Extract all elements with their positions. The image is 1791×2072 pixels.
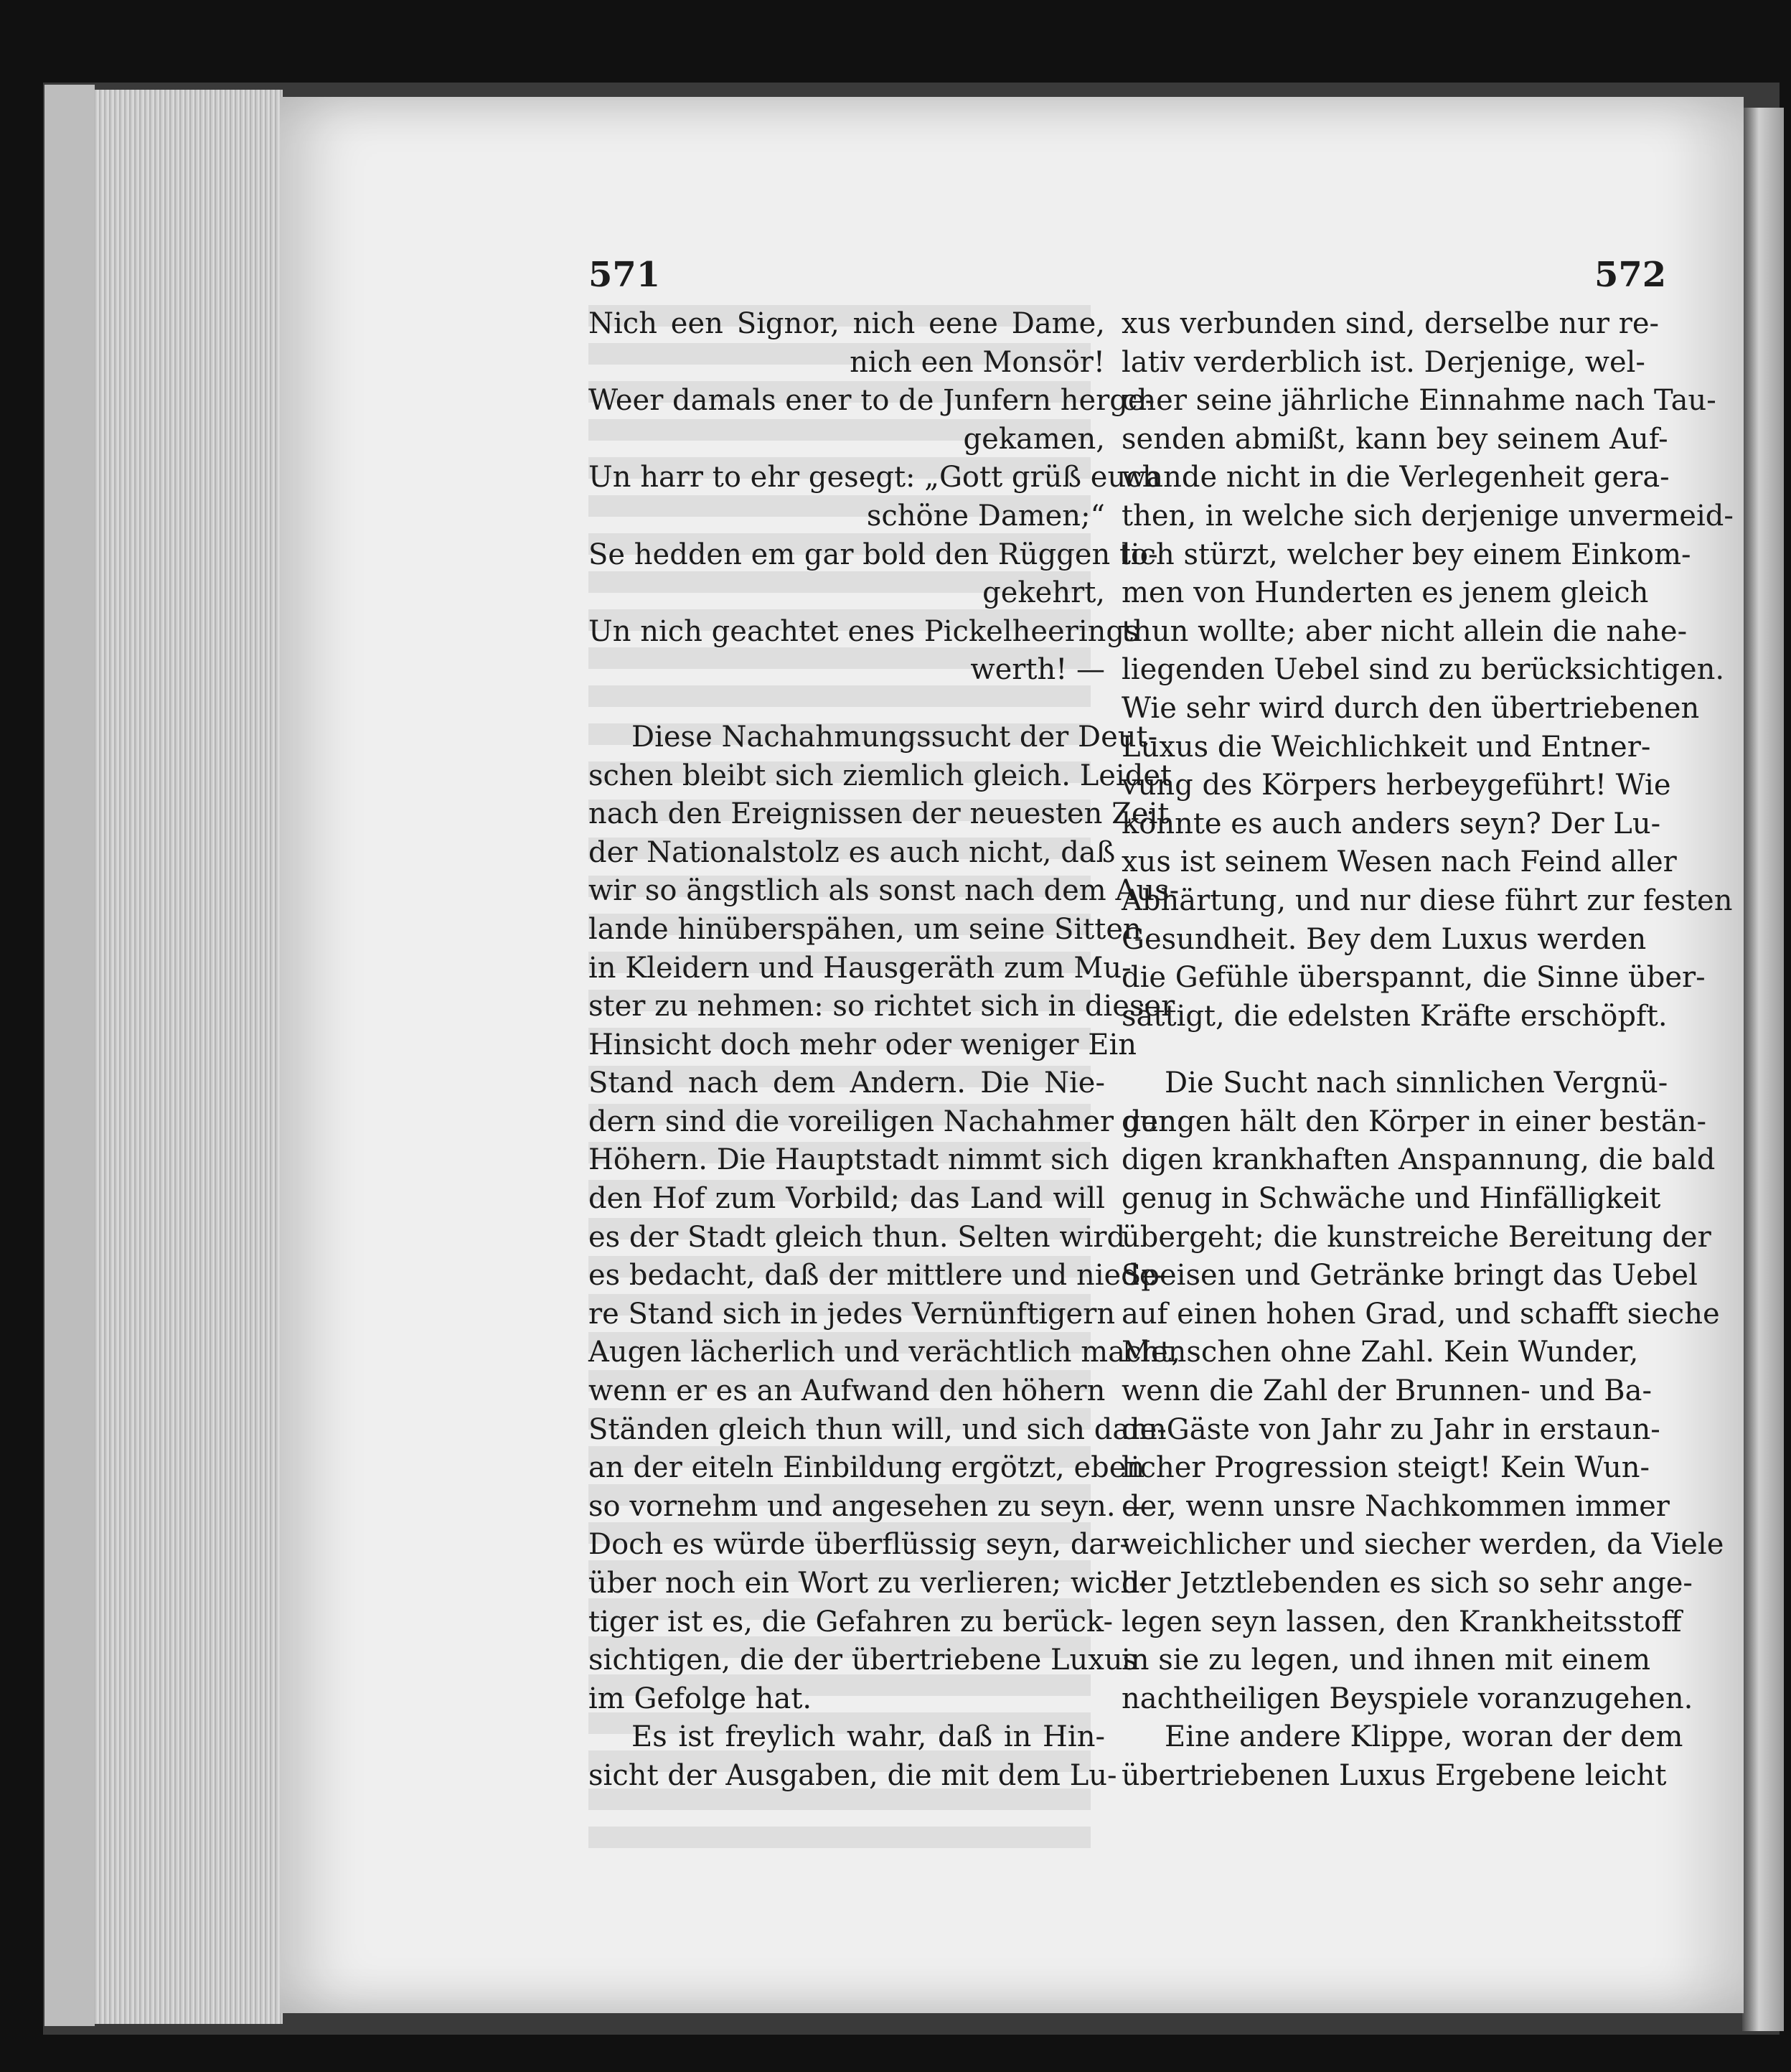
text-line: lande hinüberspähen, um seine Sitten [588, 912, 1142, 946]
text-line: Un nich geachtet enes Pickelheerings [588, 614, 1139, 648]
text-line: den Hof zum Vorbild; das Land will [588, 1182, 1105, 1216]
text-line: der, wenn unsre Nachkommen immer [1122, 1489, 1670, 1523]
next-page-edge [1742, 108, 1784, 2031]
text-line: Augen lächerlich und verächtlich macht, [588, 1336, 1180, 1369]
text-line: xus ist seinem Wesen nach Feind aller [1122, 845, 1677, 879]
text-line: Nich een Signor, nich eene Dame, [588, 307, 1105, 340]
text-line: Ständen gleich thun will, und sich dann [588, 1412, 1167, 1446]
book-cover-edge [44, 85, 95, 2026]
text-line: vung des Körpers herbeygeführt! Wie [1122, 769, 1671, 802]
text-line: an der eiteln Einbildung ergötzt, eben [588, 1451, 1145, 1485]
text-line: wande nicht in die Verlegenheit gera- [1122, 461, 1670, 494]
text-line: es der Stadt gleich thun. Selten wird [588, 1220, 1126, 1254]
text-line: Diese Nachahmungssucht der Deut- [631, 720, 1158, 754]
text-line: Hinsicht doch mehr oder weniger Ein [588, 1028, 1137, 1061]
paragraph-gap [588, 690, 1105, 718]
left-text-column [588, 305, 1180, 1812]
text-line: werth! — [970, 653, 1105, 687]
text-line: in sie zu legen, und ihnen mit einem [1122, 1644, 1651, 1677]
text-line: in Kleidern und Hausgeräth zum Mu- [588, 951, 1132, 985]
text-line: so vornehm und angesehen zu seyn. — [588, 1489, 1154, 1523]
text-line: Gesundheit. Bey dem Luxus werden [1122, 922, 1647, 956]
text-line: Weer damals ener to de Junfern herge- [588, 384, 1155, 418]
text-line: Se hedden em gar bold den Rüggen to- [588, 538, 1158, 571]
text-line: Stand nach dem Andern. Die Nie- [588, 1067, 1105, 1100]
text-line: Eine andere Klippe, woran der dem [1165, 1720, 1683, 1754]
text-line: wir so ängstlich als sonst nach dem Aus- [588, 874, 1180, 908]
text-line: sichtigen, die der übertriebene Luxus [588, 1644, 1138, 1677]
text-line: de-Gäste von Jahr zu Jahr in erstaun- [1122, 1412, 1660, 1446]
text-line: lativ verderblich ist. Derjenige, wel- [1122, 345, 1645, 379]
text-line: schen bleibt sich ziemlich gleich. Leidet [588, 759, 1172, 792]
page-number-right: 572 [1594, 255, 1667, 295]
text-line: sicht der Ausgaben, die mit dem Lu- [588, 1758, 1117, 1792]
text-line: liegenden Uebel sind zu berücksichtigen. [1122, 653, 1725, 687]
page-number-left: 571 [588, 255, 661, 295]
text-line: weichlicher und siecher werden, da Viele [1122, 1528, 1724, 1562]
text-line: nachtheiligen Beyspiele voranzugehen. [1122, 1682, 1693, 1715]
text-line: cher seine jährliche Einnahme nach Tau- [1122, 384, 1716, 418]
text-line: sättigt, die edelsten Kräfte erschöpft. [1122, 999, 1668, 1033]
text-line: then, in welche sich derjenige unvermeid- [1122, 499, 1734, 533]
text-line: men von Hunderten es jenem gleich [1122, 576, 1649, 610]
right-text-column [1122, 305, 1734, 1812]
text-line: Abhärtung, und nur diese führt zur festen [1122, 883, 1733, 917]
text-line: senden abmißt, kann bey seinem Auf- [1122, 422, 1668, 456]
paragraph-gap [1122, 1036, 1638, 1064]
text-line: könnte es auch anders seyn? Der Lu- [1122, 807, 1661, 840]
text-line: es bedacht, daß der mittlere und niede- [588, 1259, 1167, 1293]
text-line: digen krankhaften Anspannung, die bald [1122, 1143, 1716, 1177]
text-line: der Nationalstolz es auch nicht, daß [588, 835, 1116, 869]
text-line: Höhern. Die Hauptstadt nimmt sich [588, 1143, 1109, 1177]
text-line: gekehrt, [982, 576, 1105, 610]
text-line: gungen hält den Körper in einer bestän- [1122, 1105, 1706, 1138]
text-line: über noch ein Wort zu verlieren; wich- [588, 1567, 1149, 1600]
text-line: Menschen ohne Zahl. Kein Wunder, [1122, 1336, 1639, 1369]
text-line: licher Progression steigt! Kein Wun- [1122, 1451, 1650, 1485]
text-line: thun wollte; aber nicht allein die nahe- [1122, 614, 1688, 648]
text-line: lich stürzt, welcher bey einem Einkom- [1122, 538, 1691, 571]
text-line: die Gefühle überspannt, die Sinne über- [1122, 961, 1706, 995]
text-line: Wie sehr wird durch den übertriebenen [1122, 691, 1700, 725]
text-line: der Jetztlebenden es sich so sehr ange- [1122, 1567, 1693, 1600]
text-line: auf einen hohen Grad, und schafft sieche [1122, 1297, 1720, 1331]
text-line: übergeht; die kunstreiche Bereitung der [1122, 1220, 1711, 1254]
text-line: wenn er es an Aufwand den höhern [588, 1374, 1106, 1408]
text-line: Es ist freylich wahr, daß in Hin- [631, 1720, 1105, 1754]
text-line: schöne Damen;“ [866, 499, 1105, 533]
text-line: Speisen und Getränke bringt das Uebel [1122, 1259, 1698, 1293]
text-line: gekamen, [963, 422, 1105, 456]
text-line: Die Sucht nach sinnlichen Vergnü- [1165, 1067, 1668, 1100]
text-line: wenn die Zahl der Brunnen- und Ba- [1122, 1374, 1653, 1408]
text-line: Luxus die Weichlichkeit und Entner- [1122, 730, 1651, 764]
text-line: xus verbunden sind, derselbe nur re- [1122, 307, 1660, 340]
text-line: dern sind die voreiligen Nachahmer der [588, 1105, 1172, 1138]
text-line: ster zu nehmen: so richtet sich in dieser [588, 990, 1175, 1023]
text-line: nich een Monsör! [850, 345, 1105, 379]
text-line: Doch es würde überflüssig seyn, dar- [588, 1528, 1129, 1562]
text-line: genug in Schwäche und Hinfälligkeit [1122, 1182, 1661, 1216]
text-line: legen seyn lassen, den Krankheitsstoff [1122, 1605, 1682, 1639]
text-line: nach den Ereignissen der neuesten Zeit [588, 797, 1170, 831]
text-line: tiger ist es, die Gefahren zu berück- [588, 1605, 1113, 1639]
text-line: übertriebenen Luxus Ergebene leicht [1122, 1758, 1667, 1792]
text-line: Un harr to ehr gesegt: „Gott grüß euch [588, 461, 1161, 494]
text-line: re Stand sich in jedes Vernünftigern [588, 1297, 1116, 1331]
text-line: im Gefolge hat. [588, 1682, 812, 1715]
